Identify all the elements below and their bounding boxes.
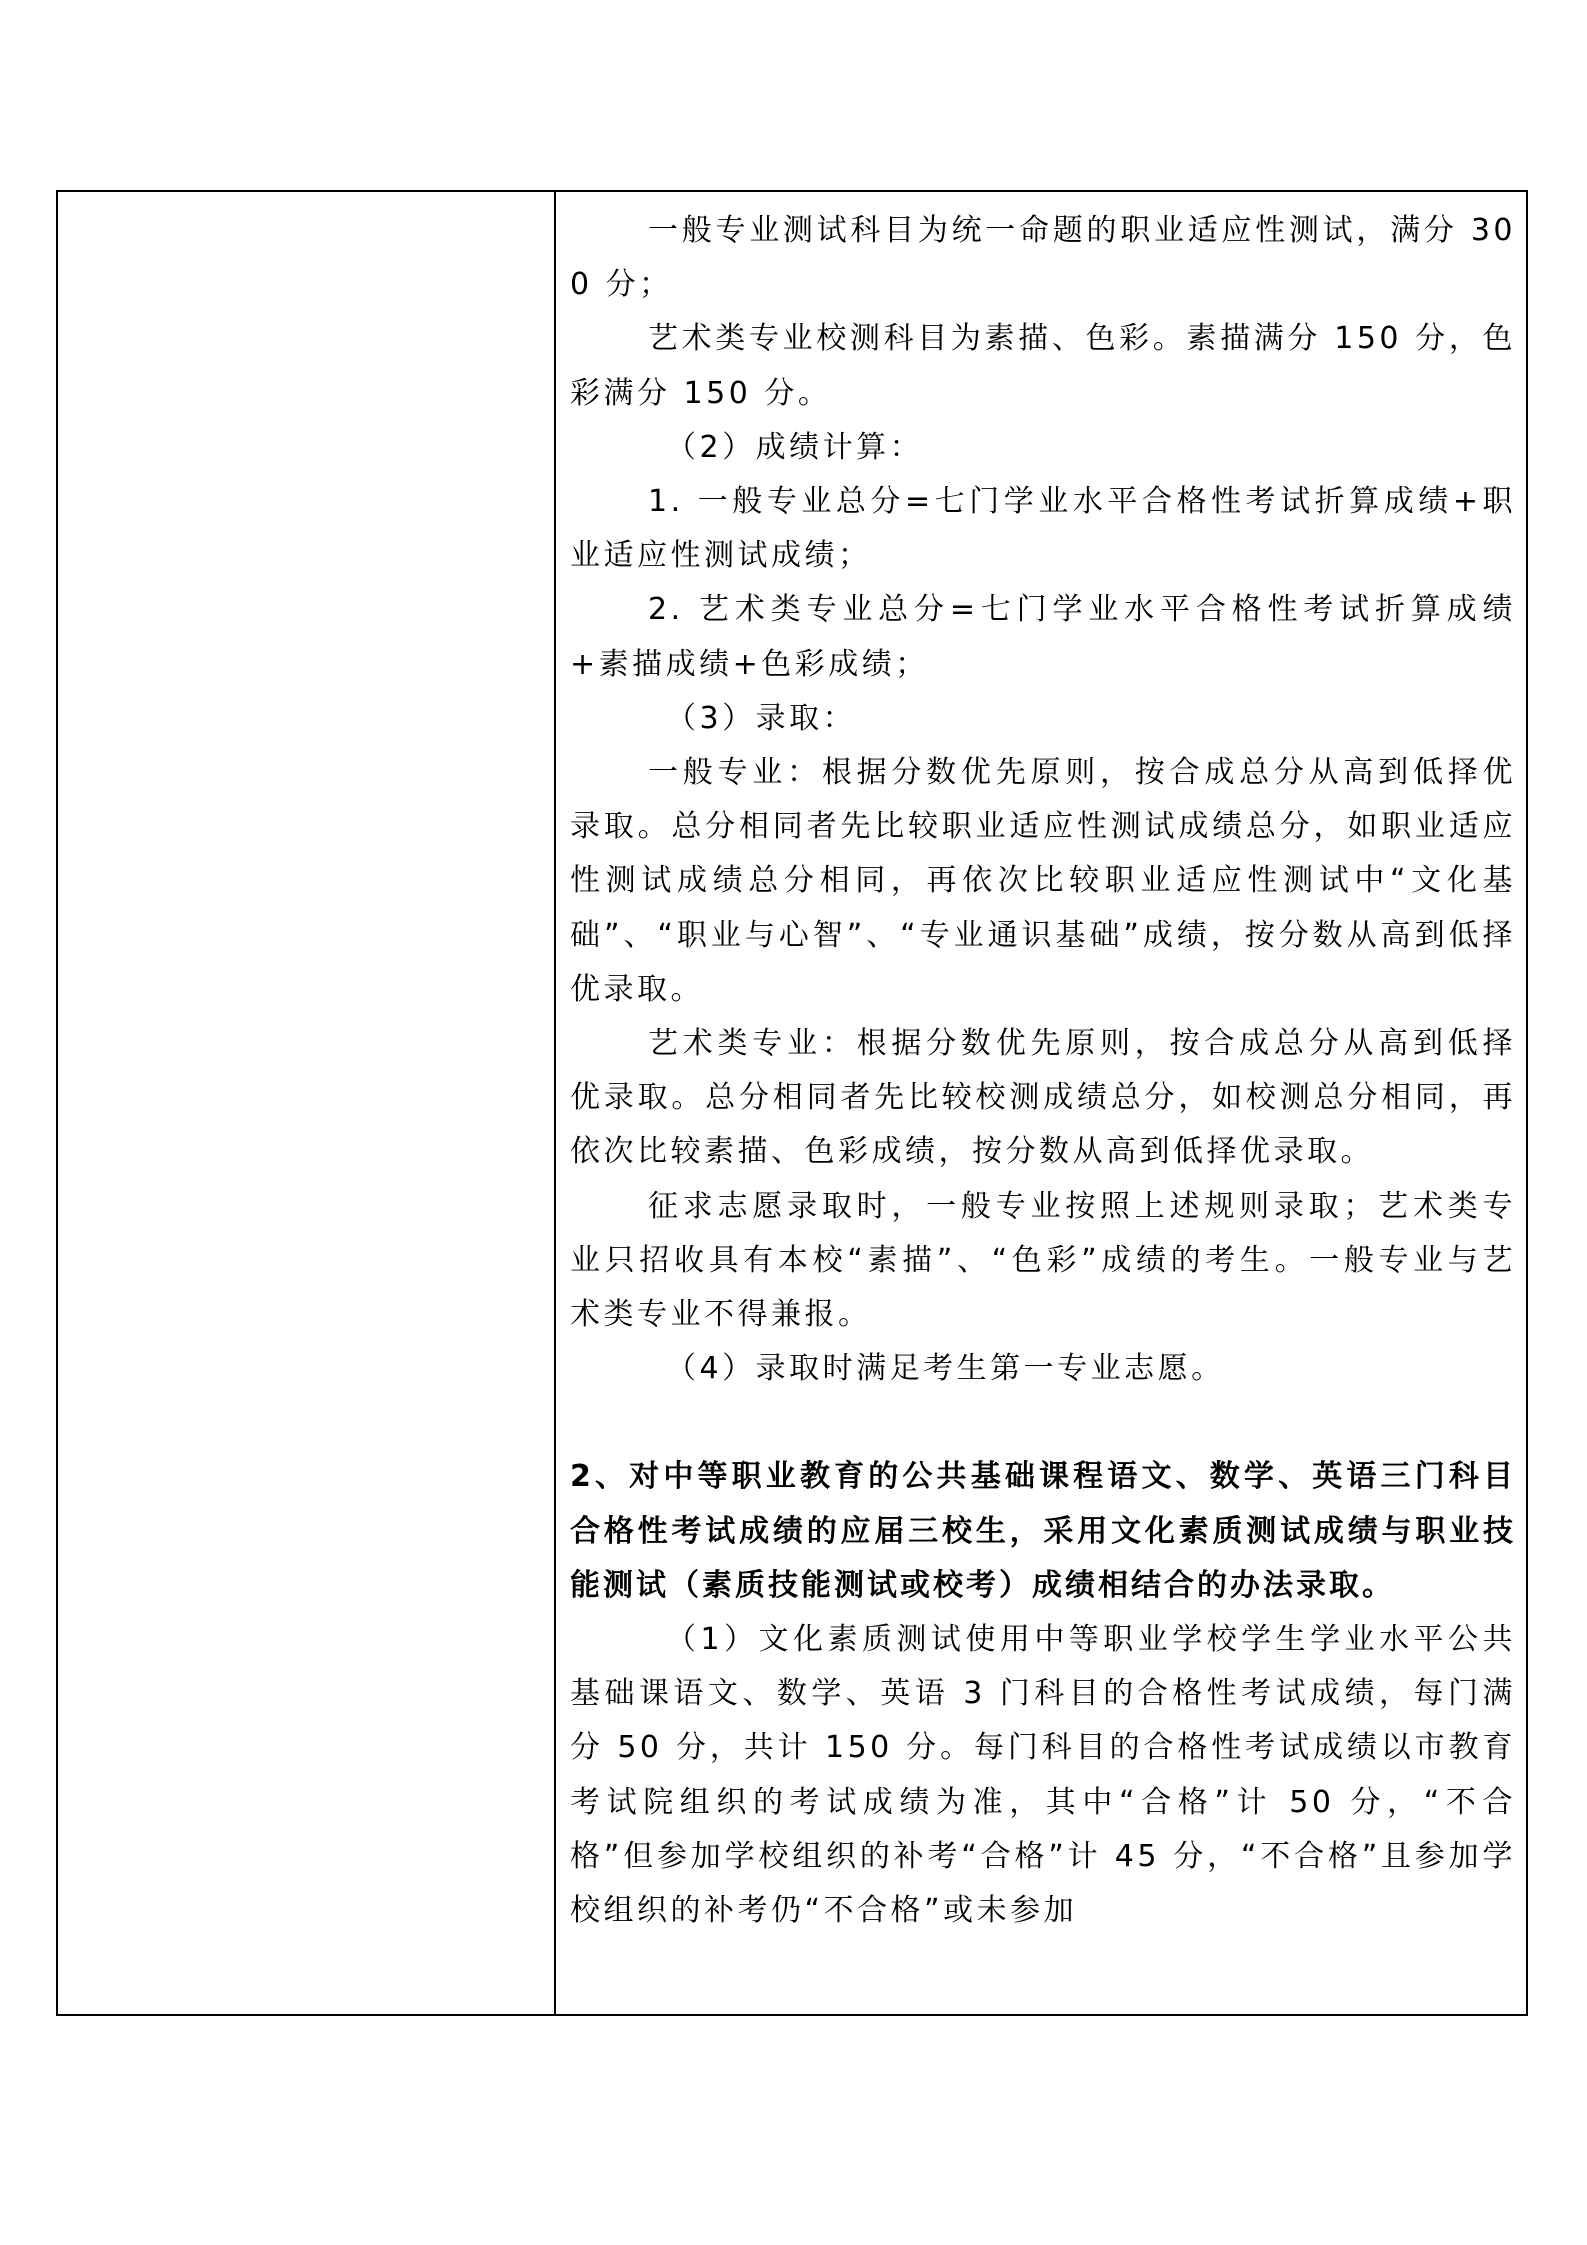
section-heading: 2、对中等职业教育的公共基础课程语文、数学、英语三门科目合格性考试成绩的应届三校生，采用文化素质测试成绩与职业技能测试（素质技能测试或校考）成绩相结合的办法录取。 — [570, 1459, 1516, 1603]
paragraph-art-test: 艺术类专业校测科目为素描、色彩。素描满分 150 分，色彩满分 150 分。 — [570, 321, 1516, 411]
paragraph-general-admission: 一般专业：根据分数优先原则，按合成总分从高到低择优录取。总分相同者先比较职业适应性测试成绩总分，如职业适应性测试成绩总分相同，再依次比较职业适应性测试中“文化基础”、“职业与心智”、“专业通识基础”成绩，按分数从高到低择优录取。 — [570, 755, 1516, 1007]
table-left-cell — [58, 192, 556, 2014]
paragraph-solicit-admission: 征求志愿录取时，一般专业按照上述规则录取；艺术类专业只招收具有本校“素描”、“色彩”成绩的考生。一般专业与艺术类专业不得兼报。 — [570, 1188, 1516, 1333]
document-table — [56, 190, 1528, 2016]
paragraph-art-admission: 艺术类专业：根据分数优先原则，按合成总分从高到低择优录取。总分相同者先比较校测成绩总分，如校测总分相同，再依次比较素描、色彩成绩，按分数从高到低择优录取。 — [570, 1026, 1516, 1170]
table-right-cell — [556, 192, 1526, 2014]
paragraph-score-calc-title: （2）成绩计算： — [666, 429, 924, 465]
paragraph-art-total: 2. 艺术类专业总分=七门学业水平合格性考试折算成绩+素描成绩+色彩成绩； — [570, 592, 1516, 682]
paragraph-general-total: 1. 一般专业总分=七门学业水平合格性考试折算成绩+职业适应性测试成绩； — [570, 484, 1516, 574]
paragraph-first-choice: （4）录取时满足考生第一专业志愿。 — [666, 1351, 1225, 1387]
paragraph-general-test: 一般专业测试科目为统一命题的职业适应性测试，满分 300 分； — [570, 213, 1516, 303]
paragraph-admission-title: （3）录取： — [666, 700, 857, 736]
paragraph-gap — [570, 1396, 1516, 1450]
paragraph-culture-test: （1）文化素质测试使用中等职业学校学生学业水平公共基础课语文、数学、英语 3 门科目的合格性考试成绩，每门满分 50 分，共计 150 分。每门科目的合格性考试成绩以市教育考试院组织的考试成绩为准，其中“合格”计 50 分，“不合格”但参加学校组织的补考“合格”计 45 分，“不合格”且参加学校组织的补考仍“不合格”或未参加 — [570, 1622, 1516, 1929]
